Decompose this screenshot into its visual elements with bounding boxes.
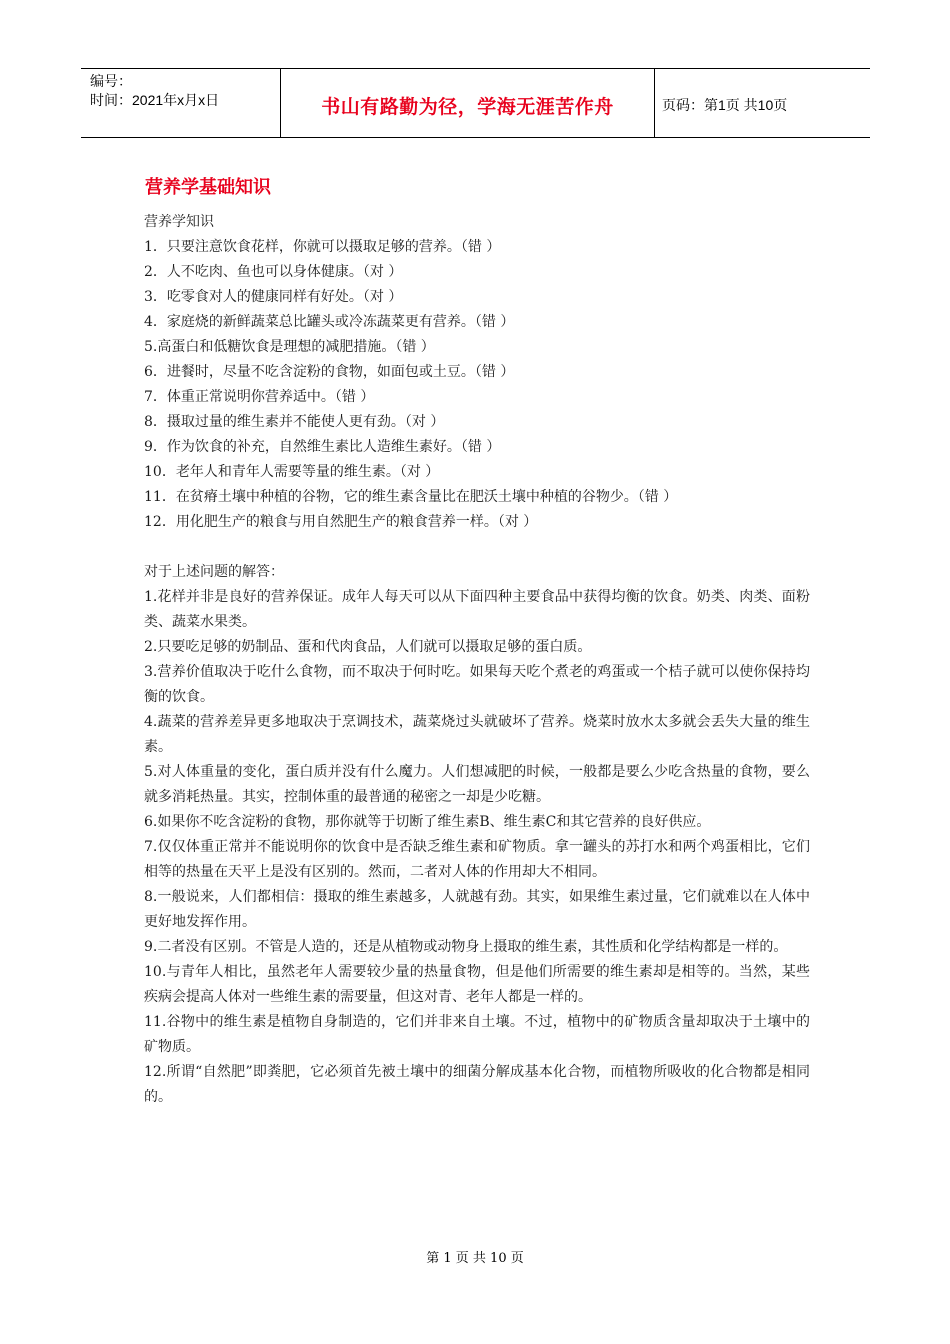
- header-page-cell: [655, 69, 870, 137]
- question-item: 11．在贫瘠土壤中种植的谷物，它的维生素含量比在肥沃土壤中种植的谷物少。（错 ）: [144, 489, 678, 505]
- motto-text: 书山有路勤为径，学海无涯苦作舟: [321, 95, 614, 118]
- question-item: 6．进餐时，尽量不吃含淀粉的食物，如面包或土豆。（错 ）: [144, 364, 515, 380]
- header-table: [81, 68, 870, 138]
- answer-list: [144, 585, 810, 1110]
- page-info: 页码：第1页 共10页: [662, 97, 788, 113]
- question-item: 9．作为饮食的补充，自然维生素比人造维生素好。（错 ）: [144, 439, 501, 455]
- question-item: 8．摄取过量的维生素并不能使人更有劲。（对 ）: [144, 414, 445, 430]
- question-item: 4．家庭烧的新鲜蔬菜总比罐头或冷冻蔬菜更有营养。（错 ）: [144, 314, 515, 330]
- question-item: 3．吃零食对人的健康同样有好处。（对 ）: [144, 289, 403, 305]
- answer-item: 1.花样并非是良好的营养保证。成年人每天可以从下面四种主要食品中获得均衡的饮食。奶类、肉类、面粉类、蔬菜水果类。: [144, 589, 810, 630]
- question-item: 1．只要注意饮食花样，你就可以摄取足够的营养。（错 ）: [144, 239, 501, 255]
- question-item: 10．老年人和青年人需要等量的维生素。（对 ）: [144, 464, 440, 480]
- question-item: 7．体重正常说明你营养适中。（错 ）: [144, 389, 375, 405]
- answer-item: 9.二者没有区别。不管是人造的，还是从植物或动物身上摄取的维生素，其性质和化学结构都是一样的。: [144, 939, 788, 955]
- section-heading: 营养学知识: [144, 214, 214, 230]
- answers-heading: 对于上述问题的解答：: [144, 564, 284, 580]
- answer-item: 12.所谓“自然肥”即粪肥，它必须首先被土壤中的细菌分解成基本化合物，而植物所吸收的化合物都是相同的。: [144, 1064, 810, 1105]
- answer-item: 11.谷物中的维生素是植物自身制造的，它们并非来自土壤。不过，植物中的矿物质含量却取决于土壤中的矿物质。: [144, 1014, 810, 1055]
- header-motto-cell: [281, 69, 655, 137]
- document-body: [144, 210, 810, 1110]
- document-title: 营养学基础知识: [145, 177, 271, 198]
- page-footer: 第 1 页 共 10 页: [426, 1251, 524, 1266]
- question-item: 12．用化肥生产的粮食与用自然肥生产的粮食营养一样。（对 ）: [144, 514, 538, 530]
- header-meta-cell: [81, 69, 281, 137]
- blank-line: [144, 535, 810, 560]
- answer-item: 5.对人体重量的变化，蛋白质并没有什么魔力。人们想减肥的时候，一般都是要么少吃含热量的食物，要么就多消耗热量。其实，控制体重的最普通的秘密之一却是少吃糖。: [144, 764, 810, 805]
- question-item: 5.高蛋白和低糖饮食是理想的减肥措施。（错 ）: [144, 339, 435, 355]
- date-label: 时间：2021年x月x日: [90, 92, 220, 108]
- answer-item: 6.如果你不吃含淀粉的食物，那你就等于切断了维生素B、维生素C和其它营养的良好供应。: [144, 814, 711, 830]
- answer-item: 10.与青年人相比，虽然老年人需要较少量的热量食物，但是他们所需要的维生素却是相等的。当然，某些疾病会提高人体对一些维生素的需要量，但这对青、老年人都是一样的。: [144, 964, 810, 1005]
- answer-item: 3.营养价值取决于吃什么食物，而不取决于何时吃。如果每天吃个煮老的鸡蛋或一个桔子就可以使你保持均衡的饮食。: [144, 664, 810, 705]
- answer-item: 4.蔬菜的营养差异更多地取决于烹调技术，蔬菜烧过头就破坏了营养。烧菜时放水太多就会丢失大量的维生素。: [144, 714, 810, 755]
- number-label: 编号：: [90, 73, 132, 89]
- question-list: [144, 235, 810, 535]
- answer-item: 2.只要吃足够的奶制品、蛋和代肉食品，人们就可以摄取足够的蛋白质。: [144, 639, 592, 655]
- answer-item: 8.一般说来，人们都相信：摄取的维生素越多，人就越有劲。其实，如果维生素过量，它们就难以在人体中更好地发挥作用。: [144, 889, 810, 930]
- question-item: 2．人不吃肉、鱼也可以身体健康。（对 ）: [144, 264, 403, 280]
- answer-item: 7.仅仅体重正常并不能说明你的饮食中是否缺乏维生素和矿物质。拿一罐头的苏打水和两个鸡蛋相比，它们相等的热量在天平上是没有区别的。然而，二者对人体的作用却大不相同。: [144, 839, 810, 880]
